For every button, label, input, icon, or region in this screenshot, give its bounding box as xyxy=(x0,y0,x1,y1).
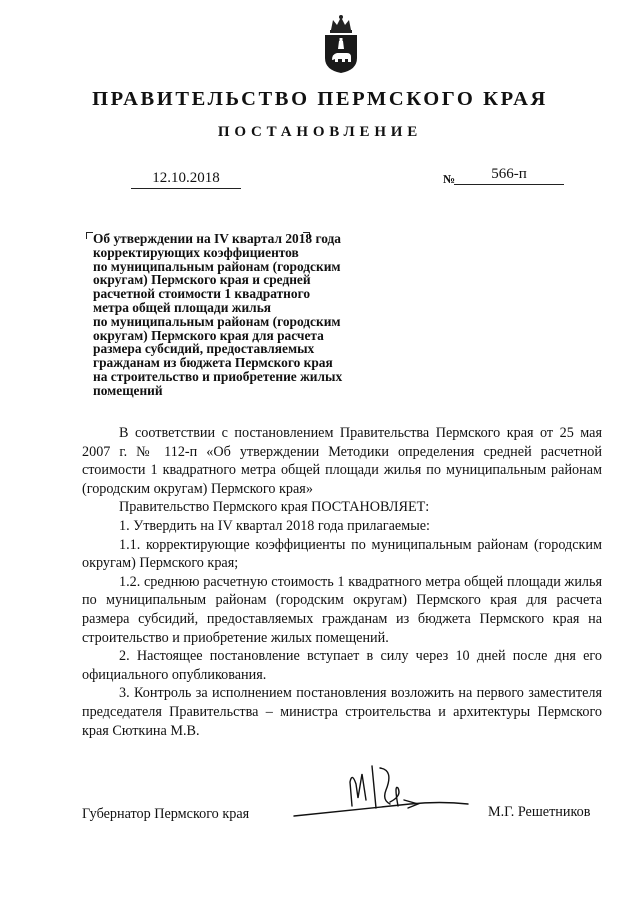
title-line: корректирующих коэффициентов xyxy=(93,244,299,260)
number-sign: № xyxy=(443,172,456,186)
title-bracket-left xyxy=(86,232,93,239)
document-body xyxy=(82,424,602,740)
title-line: гражданам из бюджета Пермского края xyxy=(93,355,333,371)
coat-of-arms-icon xyxy=(321,14,361,74)
document-type: ПОСТАНОВЛЕНИЕ xyxy=(217,124,423,140)
item-3: 3. Контроль за исполнением постановления возложить на первого заместителя председателя Правительства – министра строительства и архитектуры Пермского края Сюткина М.В. xyxy=(82,685,602,739)
item-2: 2. Настоящее постановление вступает в силу через 10 дней после дня его официального опубликования. xyxy=(82,648,602,683)
title-line: округам) Пермского края и средней xyxy=(93,272,311,288)
title-line: размера субсидий, предоставляемых xyxy=(93,341,315,357)
title-line: по муниципальным районам (городским xyxy=(93,258,341,274)
handwritten-signature-icon xyxy=(290,760,480,822)
title-line: метра общей площади жилья xyxy=(93,299,272,315)
document-title xyxy=(93,232,393,398)
document-date: 12.10.2018 xyxy=(131,170,241,189)
signatory-position: Губернатор Пермского края xyxy=(82,806,250,822)
resolves-paragraph: Правительство Пермского края ПОСТАНОВЛЯЕТ: xyxy=(119,499,430,516)
title-line: Об утверждении на IV квартал 2018 года xyxy=(93,231,342,246)
item-1: 1. Утвердить на IV квартал 2018 года прилагаемые: xyxy=(119,517,430,534)
title-line: помещений xyxy=(93,382,163,398)
signatory-name: М.Г. Решетников xyxy=(488,804,591,820)
title-line: расчетной стоимости 1 квадратного xyxy=(93,286,311,302)
preamble-paragraph: В соответствии с постановлением Правительства Пермского края от 25 мая 2007 г. № 112-п «Об утверждении Методики определения средней расчетной стоимости 1 квадратного метра общей площади жилья по муниципальным районам (городским округам) Пермского края» xyxy=(82,425,602,497)
organization-title: ПРАВИТЕЛЬСТВО ПЕРМСКОГО КРАЯ xyxy=(92,88,548,110)
item-1-1: 1.1. корректирующие коэффициенты по муниципальным районам (городским округам) Пермского края; xyxy=(82,536,602,572)
title-line: по муниципальным районам (городским xyxy=(93,313,341,329)
item-1-2: 1.2. среднюю расчетную стоимость 1 квадратного метра общей площади жилья по муниципальным районам (городским округам) Пермского края для расчета размера субсидий, предоставляемых гражданам из бюджета Пермского края на строительство и приобретение жилых помещений. xyxy=(82,573,602,646)
title-line: на строительство и приобретение жилых xyxy=(93,368,343,384)
title-line: округам) Пермского края для расчета xyxy=(93,327,324,343)
document-number: 566-п xyxy=(454,166,564,185)
